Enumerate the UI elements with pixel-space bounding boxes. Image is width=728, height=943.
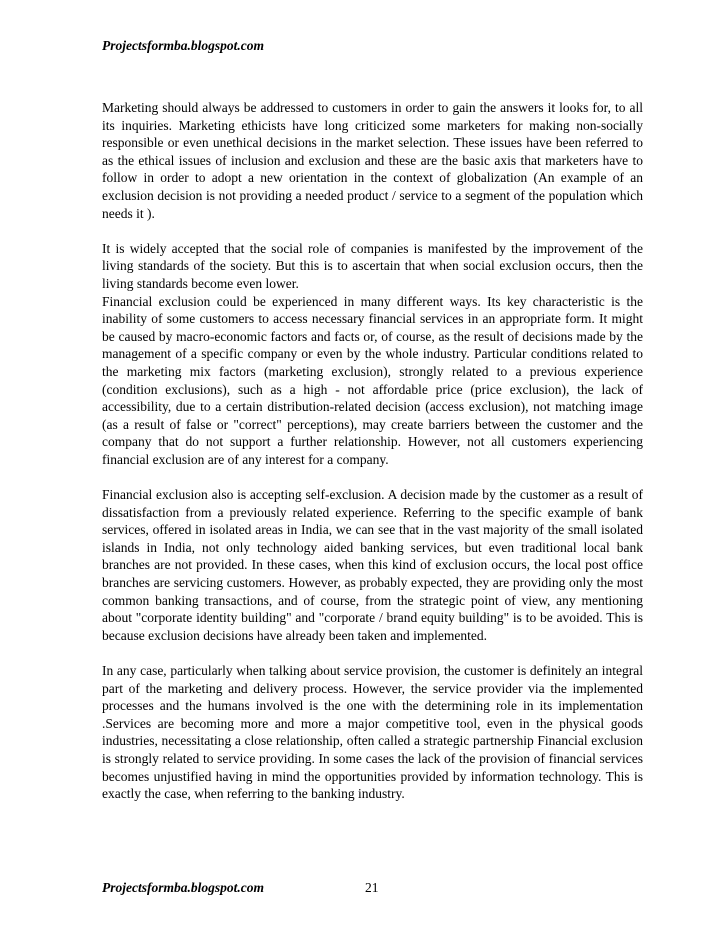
page-header-site: Projectsformba.blogspot.com <box>102 38 264 53</box>
document-body <box>102 99 643 803</box>
paragraph-gap <box>102 222 643 240</box>
page-number: 21 <box>365 880 379 895</box>
paragraph-gap <box>102 644 643 662</box>
paragraph-gap <box>102 468 643 486</box>
paragraph: Financial exclusion also is accepting self-exclusion. A decision made by the customer as a result of dissatisfaction from a previously related experience. Referring to the specific example of bank services, offered in isolated areas in India, we can see that in the vast majority of the small isolated islands in India, not only technology aided banking services, but even traditional local bank branches are not provided. In these cases, when this kind of exclusion occurs, the local post office branches are servicing customers. However, as probably expected, they are providing only the most common banking transactions, and of course, from the strategic point of view, any mentioning about "corporate identity building" and "corporate / brand equity building" is to be avoided. This is because exclusion decisions have already been taken and implemented. <box>102 487 643 643</box>
paragraph: Marketing should always be addressed to customers in order to gain the answers it looks for, to all its inquiries. Marketing ethicists have long criticized some marketers for making non-socially responsible or even unethical decisions in the market selection. These issues have been referred to as the ethical issues of inclusion and exclusion and these are the basic axis that marketers have to follow in order to adopt a new orientation in the context of globalization (An example of an exclusion decision is not providing a needed product / service to a segment of the population which needs it ). <box>102 100 643 221</box>
page-footer-site: Projectsformba.blogspot.com <box>102 880 264 895</box>
paragraph: It is widely accepted that the social role of companies is manifested by the improvement of the living standards of the society. But this is to ascertain that when social exclusion occurs, then the living standards become even lower. <box>102 240 643 291</box>
paragraph: Financial exclusion could be experienced in many different ways. Its key characteristic is the inability of some customers to access necessary financial services in an appropriate form. It might be caused by macro-economic factors and facts or, of course, as the result of decisions made by the management of a specific company or even by the whole industry. Particular conditions related to the marketing mix factors (marketing exclusion), strongly related to a previous experience (condition exclusions), such as a high - not affordable price (price exclusion), the lack of accessibility, due to a certain distribution-related decision (access exclusion), not matching image (as a result of false or "correct" perceptions), may create barriers between the customer and the company that do not support a further relationship. However, not all customers experiencing financial exclusion are of any interest for a company. <box>102 293 643 467</box>
paragraph: In any case, particularly when talking about service provision, the customer is definitely an integral part of the marketing and delivery process. However, the service provider via the implemented processes and the humans involved is the one with the determining role in its implementation .Services are becoming more and more a major competitive tool, even in the physical goods industries, necessitating a close relationship, often called a strategic partnership Financial exclusion is strongly related to service providing. In some cases the lack of the provision of financial services becomes unjustified having in mind the opportunities provided by information technology. This is exactly the case, when referring to the banking industry. <box>102 663 643 802</box>
